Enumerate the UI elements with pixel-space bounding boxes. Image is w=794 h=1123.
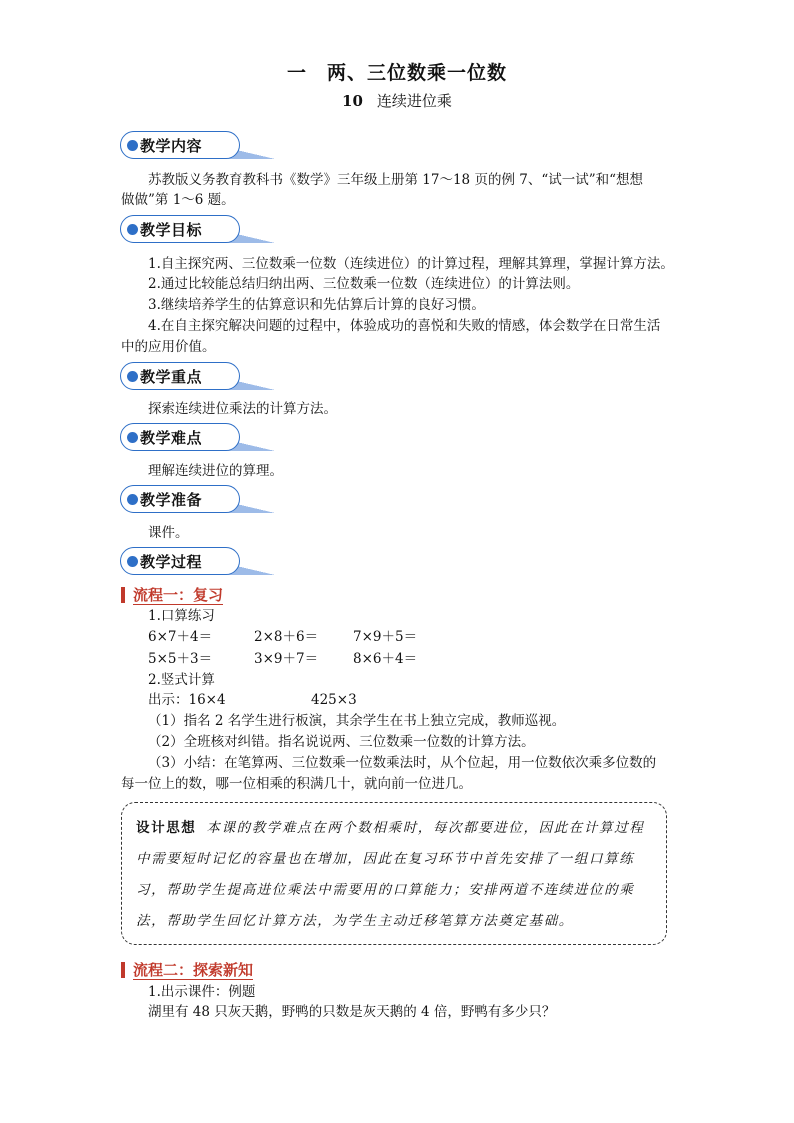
show-second: 425×3 <box>311 692 357 708</box>
flow-marker <box>121 962 125 978</box>
design-thought-text <box>136 813 656 937</box>
lesson-title: 连续进位乘 <box>376 92 452 110</box>
goal-item-2: 2.通过比较能总结归纳出两、三位数乘一位数（连续进位）的计算法则。 <box>148 276 580 292</box>
section-label: 教学准备 <box>140 490 203 509</box>
difficulty-text: 理解连续进位的算理。 <box>148 463 283 479</box>
lesson-subtitle <box>0 90 794 111</box>
flow2-heading <box>121 961 253 979</box>
section-header-content <box>120 131 276 165</box>
goal-item-4: 4.在自主探究解决问题的过程中，体验成功的喜悦和失败的情感，体会数学在日常生活 <box>148 318 661 334</box>
step-1: （1）指名 2 名学生进行板演，其余学生在书上独立完成，教师巡视。 <box>148 713 566 729</box>
oral-label: 1.口算练习 <box>148 608 215 624</box>
flow1-title: 流程一：复习 <box>133 585 224 604</box>
key-text: 探索连续进位乘法的计算方法。 <box>148 401 337 417</box>
vertical-label: 2.竖式计算 <box>148 672 215 688</box>
design-thought-box <box>121 802 667 945</box>
goal-item-3: 3.继续培养学生的估算意识和先估算后计算的良好习惯。 <box>148 297 485 313</box>
step-3-cont: 每一位上的数，哪一位相乘的积满几十，就向前一位进几。 <box>121 776 472 792</box>
section-label: 教学过程 <box>140 552 203 571</box>
oral-2-3: 8×6＋4＝ <box>353 651 418 667</box>
section-label: 教学难点 <box>140 428 203 447</box>
content-text-line2: 做做”第 1～6 题。 <box>121 192 235 208</box>
flow1-heading <box>121 586 223 604</box>
bullet-dot-icon <box>127 224 138 235</box>
bullet-dot-icon <box>127 494 138 505</box>
oral-2-1: 5×5＋3＝ <box>148 651 213 667</box>
design-thought-body: 本课的教学难点在两个数相乘时，每次都要进位，因此在计算过程中需要短时记忆的容量也在增加，因此在复习环节中首先安排了一组口算练习，帮助学生提高进位乘法中需要用的口算能力；安排两道不连续进位的乘法，帮助学生回忆计算方法，为学生主动迁移笔算方法奠定基础。 <box>136 820 645 929</box>
oral-1-3: 7×9＋5＝ <box>353 629 418 645</box>
oral-1-1: 6×7＋4＝ <box>148 629 213 645</box>
section-header-process <box>120 547 276 581</box>
oral-1-2: 2×8＋6＝ <box>254 629 319 645</box>
lesson-number: 10 <box>342 92 363 110</box>
section-pill <box>120 423 240 451</box>
step-3: （3）小结：在笔算两、三位数乘一位数乘法时，从个位起，用一位数依次乘多位数的 <box>148 755 657 771</box>
prep-text: 课件。 <box>148 525 189 541</box>
section-pill <box>120 547 240 575</box>
section-pill <box>120 131 240 159</box>
bullet-dot-icon <box>127 140 138 151</box>
content-text-line1: 苏教版义务教育教科书《数学》三年级上册第 17～18 页的例 7、“试一试”和“想想 <box>148 172 644 188</box>
flow2-item1: 1.出示课件：例题 <box>148 984 256 1000</box>
flow2-question: 湖里有 48 只灰天鹅，野鸭的只数是灰天鹅的 4 倍，野鸭有多少只？ <box>148 1004 556 1020</box>
section-header-difficulty <box>120 423 276 457</box>
section-header-key <box>120 362 276 396</box>
bullet-dot-icon <box>127 556 138 567</box>
section-pill <box>120 215 240 243</box>
document-title: 一 两、三位数乘一位数 <box>286 62 507 84</box>
goal-item-4-cont: 中的应用价值。 <box>121 339 216 355</box>
section-label: 教学重点 <box>140 367 203 386</box>
section-header-prep <box>120 485 276 519</box>
oral-2-2: 3×9＋7＝ <box>254 651 319 667</box>
bullet-dot-icon <box>127 432 138 443</box>
design-thought-label: 设计思想 <box>136 820 197 836</box>
flow2-title: 流程二：探索新知 <box>133 960 254 979</box>
section-label: 教学内容 <box>140 136 203 155</box>
flow-marker <box>121 587 125 603</box>
section-pill <box>120 362 240 390</box>
show-label: 出示：16×4 <box>148 692 226 708</box>
step-2: （2）全班核对纠错。指名说说两、三位数乘一位数的计算方法。 <box>148 734 535 750</box>
section-header-goals <box>120 215 276 249</box>
section-pill <box>120 485 240 513</box>
goal-item-1: 1.自主探究两、三位数乘一位数（连续进位）的计算过程，理解其算理，掌握计算方法。 <box>148 256 674 272</box>
section-label: 教学目标 <box>140 220 203 239</box>
bullet-dot-icon <box>127 371 138 382</box>
